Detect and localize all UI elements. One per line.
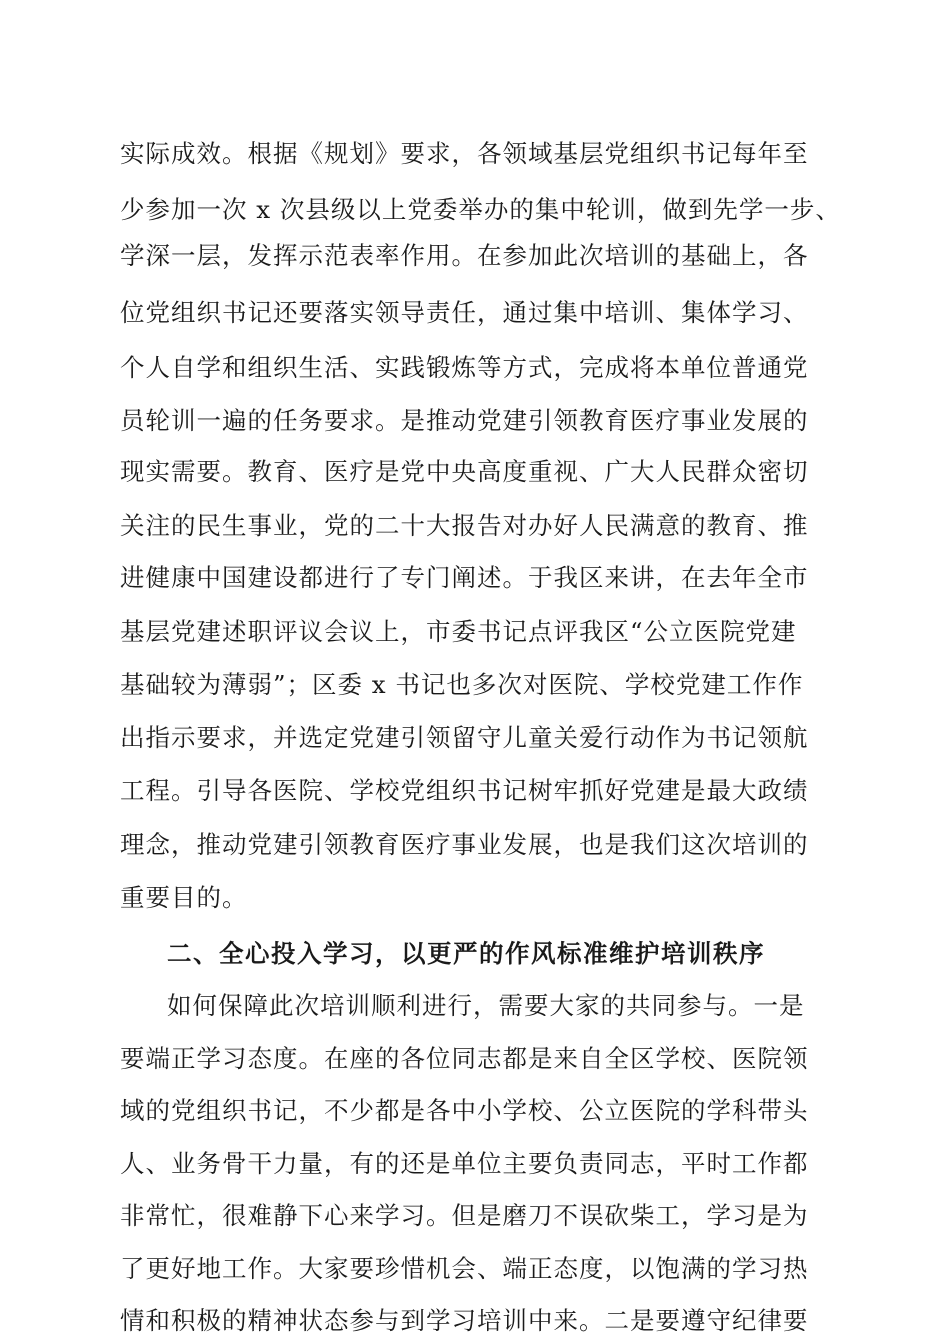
- paragraph-line: 了更好地工作。大家要珍惜机会、端正态度，以饱满的学习热: [120, 1254, 809, 1283]
- paragraph-line: 个人自学和组织生活、实践锻炼等方式，完成将本单位普通党: [120, 353, 809, 382]
- paragraph-line: 基础较为薄弱”；区委 x 书记也多次对医院、学校党建工作作: [120, 670, 804, 699]
- paragraph-line: 少参加一次 x 次县级以上党委举办的集中轮训，做到先学一步、: [120, 195, 841, 224]
- paragraph-line: 工程。引导各医院、学校党组织书记树牢抓好党建是最大政绩: [120, 776, 809, 805]
- paragraph-line: 如何保障此次培训顺利进行，需要大家的共同参与。一是: [167, 991, 805, 1020]
- paragraph-line: 重要目的。: [120, 883, 248, 912]
- paragraph-line: 域的党组织书记，不少都是各中小学校、公立医院的学科带头: [120, 1096, 809, 1125]
- paragraph-line: 基层党建述职评议会议上，市委书记点评我区“公立医院党建: [120, 617, 797, 646]
- paragraph-line: 位党组织书记还要落实领导责任，通过集中培训、集体学习、: [120, 298, 809, 327]
- section-heading: 二、全心投入学习，以更严的作风标准维护培训秩序: [167, 939, 765, 968]
- paragraph-line: 理念，推动党建引领教育医疗事业发展，也是我们这次培训的: [120, 830, 809, 859]
- paragraph-line: 人、业务骨干力量，有的还是单位主要负责同志，平时工作都: [120, 1149, 809, 1178]
- paragraph-line: 进健康中国建设都进行了专门阐述。于我区来讲，在去年全市: [120, 563, 809, 592]
- paragraph-line: 现实需要。教育、医疗是党中央高度重视、广大人民群众密切: [120, 457, 809, 486]
- paragraph-line: 关注的民生事业，党的二十大报告对办好人民满意的教育、推: [120, 511, 809, 540]
- paragraph-line: 学深一层，发挥示范表率作用。在参加此次培训的基础上，各: [120, 241, 809, 270]
- paragraph-line: 非常忙，很难静下心来学习。但是磨刀不误砍柴工，学习是为: [120, 1201, 809, 1230]
- paragraph-line: 要端正学习态度。在座的各位同志都是来自全区学校、医院领: [120, 1044, 809, 1073]
- paragraph-line: 情和积极的精神状态参与到学习培训中来。二是要遵守纪律要: [120, 1306, 809, 1335]
- paragraph-line: 出指示要求，并选定党建引领留守儿童关爱行动作为书记领航: [120, 723, 809, 752]
- paragraph-line: 实际成效。根据《规划》要求，各领域基层党组织书记每年至: [120, 139, 809, 168]
- paragraph-line: 员轮训一遍的任务要求。是推动党建引领教育医疗事业发展的: [120, 406, 809, 435]
